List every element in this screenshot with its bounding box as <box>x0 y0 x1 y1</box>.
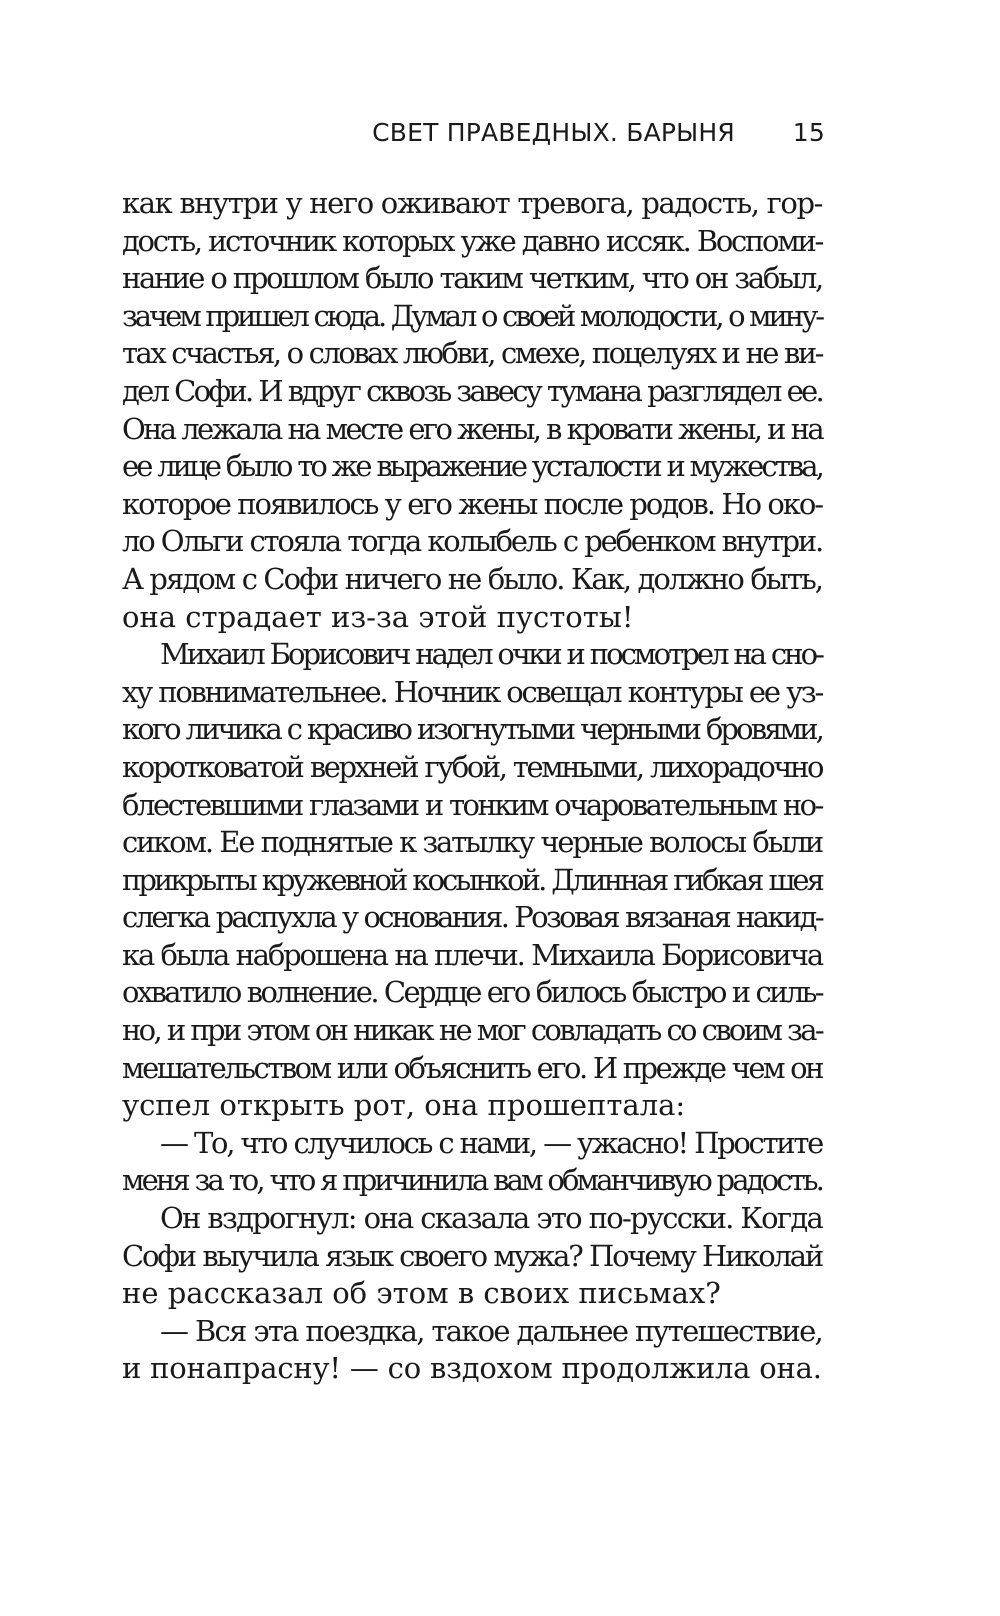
text-line: она страдает из-за этой пустоты! <box>122 599 634 634</box>
text-line: Она лежала на месте его жены, в кровати жены, и на <box>122 411 822 446</box>
text-line: Софи выучила язык своего мужа? Почему Николай <box>122 1238 822 1273</box>
text-line: блестевшими глазами и тонким очаровательным но- <box>122 787 822 822</box>
text-line: — Вся эта поездка, такое дальнее путешествие, <box>160 1313 822 1348</box>
text-line: кого личика с красиво изогнутыми черными бровями, <box>122 712 822 747</box>
text-line: зачем пришел сюда. Думал о своей молодости, о мину- <box>122 298 822 333</box>
running-header <box>120 118 825 158</box>
running-title: СВЕТ ПРАВЕДНЫХ. БАРЫНЯ <box>372 118 735 147</box>
text-line: тах счастья, о словах любви, смехе, поцелуях и не ви- <box>122 336 822 371</box>
text-line: успел открыть рот, она прошептала: <box>122 1088 686 1123</box>
text-line: сиком. Ее поднятые к затылку черные волосы были <box>122 825 822 860</box>
text-line: которое появилось у его жены после родов. Но око- <box>122 486 822 521</box>
text-line: Он вздрогнул: она сказала это по-русски. Когда <box>160 1201 822 1236</box>
text-line: и понапрасну! — со вздохом продолжила она. <box>122 1351 822 1386</box>
text-line: но, и при этом он никак не мог совладать со своим за- <box>122 1013 822 1048</box>
text-line: А рядом с Софи ничего не было. Как, должно быть, <box>122 561 822 596</box>
text-line: Михаил Борисович надел очки и посмотрел на сно- <box>160 637 822 672</box>
text-line: дел Софи. И вдруг сквозь завесу тумана разглядел ее. <box>122 373 822 408</box>
body-text <box>122 185 822 1388</box>
text-line: — То, что случилось с нами, — ужасно! Простите <box>160 1125 822 1160</box>
text-line: ло Ольги стояла тогда колыбель с ребенком внутри. <box>122 524 822 559</box>
text-line: дость, источник которых уже давно иссяк. Воспоми- <box>122 223 822 258</box>
text-line: не рассказал об этом в своих письмах? <box>122 1276 721 1311</box>
text-line: прикрыты кружевной косынкой. Длинная гибкая шея <box>122 862 822 897</box>
text-line: меня за то, что я причинила вам обманчивую радость. <box>122 1163 822 1198</box>
text-line: ка была наброшена на плечи. Михаила Борисовича <box>122 937 822 972</box>
text-line: охватило волнение. Сердце его билось быстро и силь- <box>122 975 822 1010</box>
text-line: нание о прошлом было таким четким, что он забыл, <box>122 261 822 296</box>
text-line: ху повнимательнее. Ночник освещал контуры ее уз- <box>122 674 822 709</box>
text-line: слегка распухла у основания. Розовая вязаная накид- <box>122 900 822 935</box>
text-line: мешательством или объяснить его. И прежде чем он <box>122 1050 822 1085</box>
text-line: как внутри у него оживают тревога, радость, гор- <box>122 186 822 220</box>
text-line: ее лице было то же выражение усталости и мужества, <box>122 449 822 484</box>
text-line: коротковатой верхней губой, темными, лихорадочно <box>122 749 822 784</box>
page-number: 15 <box>792 118 825 147</box>
